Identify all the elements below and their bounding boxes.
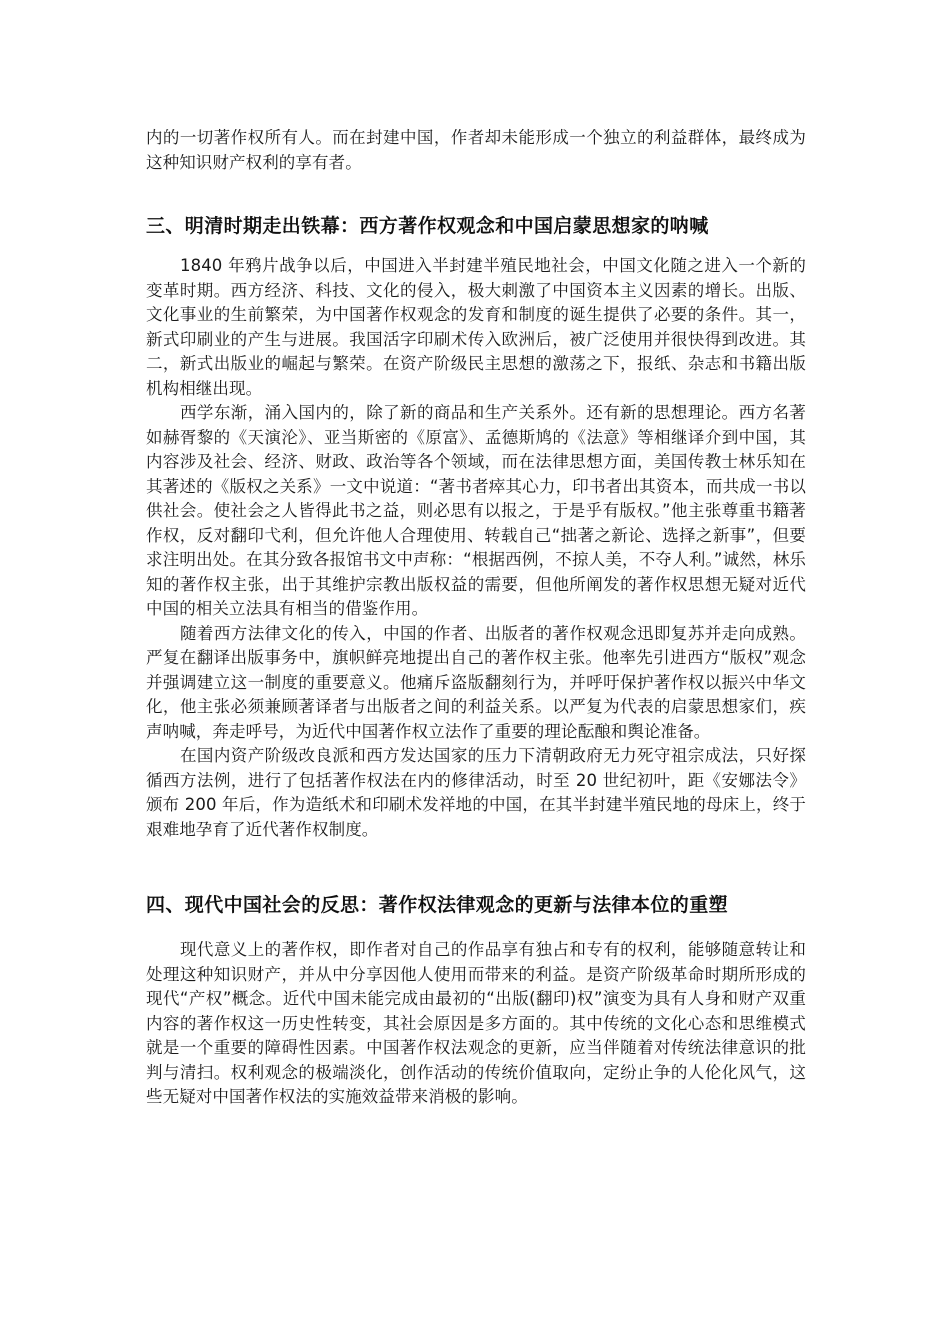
paragraph: 在国内资产阶级改良派和西方发达国家的压力下清朝政府无力死守祖宗成法，只好探循西方法例，进行了包括著作权法在内的修律活动，时至 20 世纪初叶，距《安娜法令》颁布 200 年后，作为造纸术和印刷术发祥地的中国，在其半封建半殖民地的母床上，终于艰难地孕育了近代著作权制度。 (146, 746, 806, 839)
document-body (146, 126, 806, 1110)
paragraph-continued: 内的一切著作权所有人。而在封建中国，作者却未能形成一个独立的利益群体，最终成为这种知识财产权利的享有者。 (146, 128, 806, 172)
section-heading-4: 四、现代中国社会的反思：著作权法律观念的更新与法律本位的重塑 (146, 894, 729, 916)
paragraph: 现代意义上的著作权，即作者对自己的作品享有独占和专有的权利，能够随意转让和处理这种知识财产，并从中分享因他人使用而带来的利益。是资产阶级革命时期所形成的现代“产权”概念。近代中国未能完成由最初的“出版(翻印)权”演变为具有人身和财产双重内容的著作权这一历史性转变，其社会原因是多方面的。其中传统的文化心态和思维模式就是一个重要的障碍性因素。中国著作权法观念的更新，应当伴随着对传统法律意识的批判与清扫。权利观念的极端淡化，创作活动的传统价值取向，定纷止争的人伦化风气，这些无疑对中国著作权法的实施效益带来消极的影响。 (146, 940, 806, 1106)
paragraph: 西学东渐，涌入国内的，除了新的商品和生产关系外。还有新的思想理论。西方名著如赫胥黎的《天演沦》、亚当斯密的《原富》、孟德斯鸠的《法意》等相继译介到中国，其内容涉及社会、经济、财政、政治等各个领域，而在法律思想方面，美国传教士林乐知在其著述的《版权之关系》一文中说道：“著书者瘁其心力，印书者出其资本，而共成一书以供社会。使社会之人皆得此书之益，则必思有以报之，于是乎有版权。”他主张尊重书籍著作权，反对翻印弋利，但允许他人合理使用、转载自己“拙著之新论、选择之新事”，但要求注明出处。在其分致各报馆书文中声称：“根据西例，不掠人美，不夺人利。”诚然，林乐知的著作权主张，出于其维护宗教出版权益的需要，但他所阐发的著作权思想无疑对近代中国的相关立法具有相当的借鉴作用。 (146, 403, 806, 618)
paragraph: 随着西方法律文化的传入，中国的作者、出版者的著作权观念迅即复苏并走向成熟。严复在翻译出版事务中，旗帜鲜亮地提出自己的著作权主张。他率先引进西方“版权”观念并强调建立这一制度的重要意义。他痛斥盗版翻刻行为，并呼吁保护著作权以振兴中华文化，他主张必须兼顾著译者与出版者之间的利益关系。以严复为代表的启蒙思想家们，疾声呐喊，奔走呼号，为近代中国著作权立法作了重要的理论酝酿和舆论准备。 (146, 623, 806, 741)
paragraph: 1840 年鸦片战争以后，中国进入半封建半殖民地社会，中国文化随之进入一个新的变革时期。西方经济、科技、文化的侵入，极大刺激了中国资本主义因素的增长。出版、文化事业的生前繁荣，为中国著作权观念的发育和制度的诞生提供了必要的条件。其一，新式印刷业的产生与进展。我国活字印刷术传入欧洲后，被广泛使用并很快得到改进。其二，新式出版业的崛起与繁荣。在资产阶级民主思想的激荡之下，报纸、杂志和书籍出版机构相继出现。 (146, 256, 806, 398)
section-heading-3: 三、明清时期走出铁幕：西方著作权观念和中国启蒙思想家的呐喊 (146, 215, 709, 237)
